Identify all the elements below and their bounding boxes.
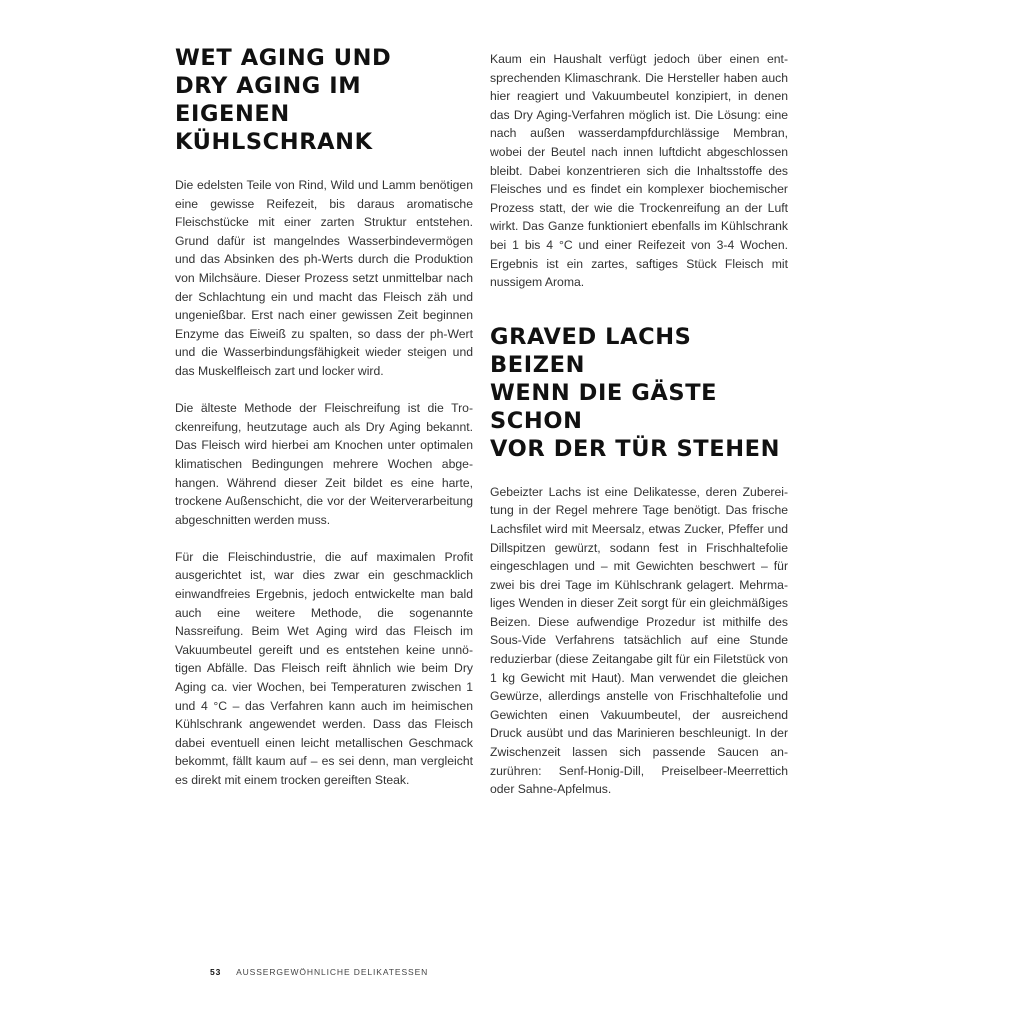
right-column <box>490 50 788 817</box>
heading-line: WET AGING UND <box>175 45 392 71</box>
paragraph-nassreifung: Für die Fleischindustrie, die auf maximalen Profit ausgerichtet ist, war dies zwar ein geschmacklich einwandfreies Ergebnis, jedoch entwickelte man bald auch eine weitere Methode, die sogenannte Nassreifung. Beim Wet Aging wird das Fleisch im Vakuumbeutel gereift und es entstehen keine unnötigen Abfälle. Das Fleisch reift ähnlich wie beim Dry Aging ca. vier Wochen, bei Temperaturen zwischen 1 und 4 °C – das Verfahren kann auch im heimischen Kühlschrank angewendet werden. Dass das Fleisch dabei eventuell einen leicht metallischen Geschmack bekommt, fällt kaum auf – es sei denn, man vergleicht es direkt mit einem trocken gereiften Steak. <box>175 549 473 787</box>
paragraph-reifezeit: Die edelsten Teile von Rind, Wild und Lamm benötigen eine gewisse Reifezeit, bis daraus aromatische Fleischstücke mit einer zarten Struktur entstehen. Grund dafür ist mangelndes Wasserbindevermögen und das Absinken des ph-Werts durch die Produktion von Milchsäure. Dieser Prozess setzt unmittelbar nach der Schlachtung ein und macht das Fleisch zäh und ungenießbar. Erst nach einer gewissen Zeit beginnen Enzyme das Eiweiß zu spalten, so dass der ph-Wert und die Wasserbindungsfähigkeit wieder steigen und das Muskelfleisch zart und locker wird. <box>175 178 473 378</box>
heading-line: VOR DER TÜR STEHEN <box>490 435 781 462</box>
heading-graved-lachs <box>490 323 788 463</box>
paragraph-gebeizter-lachs: Gebeizter Lachs ist eine Delikatesse, deren Zubereitung in der Regel mehrere Tage benötigt. Das frische Lachsfilet wird mit Meersalz, etwas Zucker, Pfeffer und Dillspitzen gewürzt, sodann fest in Frischhaltefolie eingeschlagen und – mit Gewichten beschwert – für zwei bis drei Tage im Kühlschrank gelagert. Mehrmaliges Wenden in dieser Zeit sorgt für ein gleichmäßiges Beizen. Diese aufwendige Prozedur ist mithilfe des Sous-Vide Verfahrens tatsächlich auf eine Stunde reduzierbar (diese Zeitangabe gilt für ein Filetstück von 1 kg Gewicht mit Haut). Man verwendet die gleichen Gewürze, allerdings anstelle von Frischhaltefolie und Gewichten einen Vakuumbeutel, der ausreichend Druck ausübt und das Marinieren beschleunigt. In der Zwischenzeit lassen sich passende Saucen anzurühren: Senf-Honig-Dill, Preiselbeer-Meerrettich oder Sahne-Apfelmus. <box>490 484 788 797</box>
section-title: AUSSERGEWÖHNLICHE DELIKATESSEN <box>236 967 429 977</box>
heading-line: KÜHLSCHRANK <box>175 129 373 155</box>
left-column <box>175 44 473 808</box>
heading-line: GRAVED LACHS BEIZEN <box>490 323 692 378</box>
paragraph-klimaschrank: Kaum ein Haushalt verfügt jedoch über einen entsprechenden Klimaschrank. Die Hersteller haben auch hier reagiert und Vakuumbeutel konzipiert, in denen das Dry Aging-Verfahren möglich ist. Die Lösung: eine nach außen wasserdampfdurchlässige Membran, wobei der Beutel nach innen luftdicht abgeschlossen bleibt. Dabei konzentrieren sich die Inhaltsstoffe des Fleisches und es findet ein komplexer biochemischer Prozess statt, der wie die Trockenreifung an der Luft wirkt. Das Ganze funktioniert ebenfalls im Kühlschrank bei 1 bis 4 °C und einer Reifezeit von 3-4 Wochen. Ergebnis ist ein zartes, saftiges Stück Fleisch mit nussigem Aroma. <box>490 52 788 290</box>
heading-wet-dry-aging <box>175 44 473 156</box>
paragraph-trockenreifung: Die älteste Methode der Fleischreifung ist die Trockenreifung, heutzutage auch als Dry Aging bekannt. Das Fleisch wird hierbei am Knochen unter optimalen klimatischen Bedingungen mehrere Wochen abgehangen. Während dieser Zeit bildet es eine harte, trockene Außenschicht, die vor der Weiterverarbeitung abgeschnitten werden muss. <box>175 401 473 527</box>
page-number: 53 <box>210 967 222 977</box>
page-footer <box>210 967 428 977</box>
heading-line: DRY AGING IM EIGENEN <box>175 73 362 127</box>
heading-line: WENN DIE GÄSTE SCHON <box>490 379 718 434</box>
